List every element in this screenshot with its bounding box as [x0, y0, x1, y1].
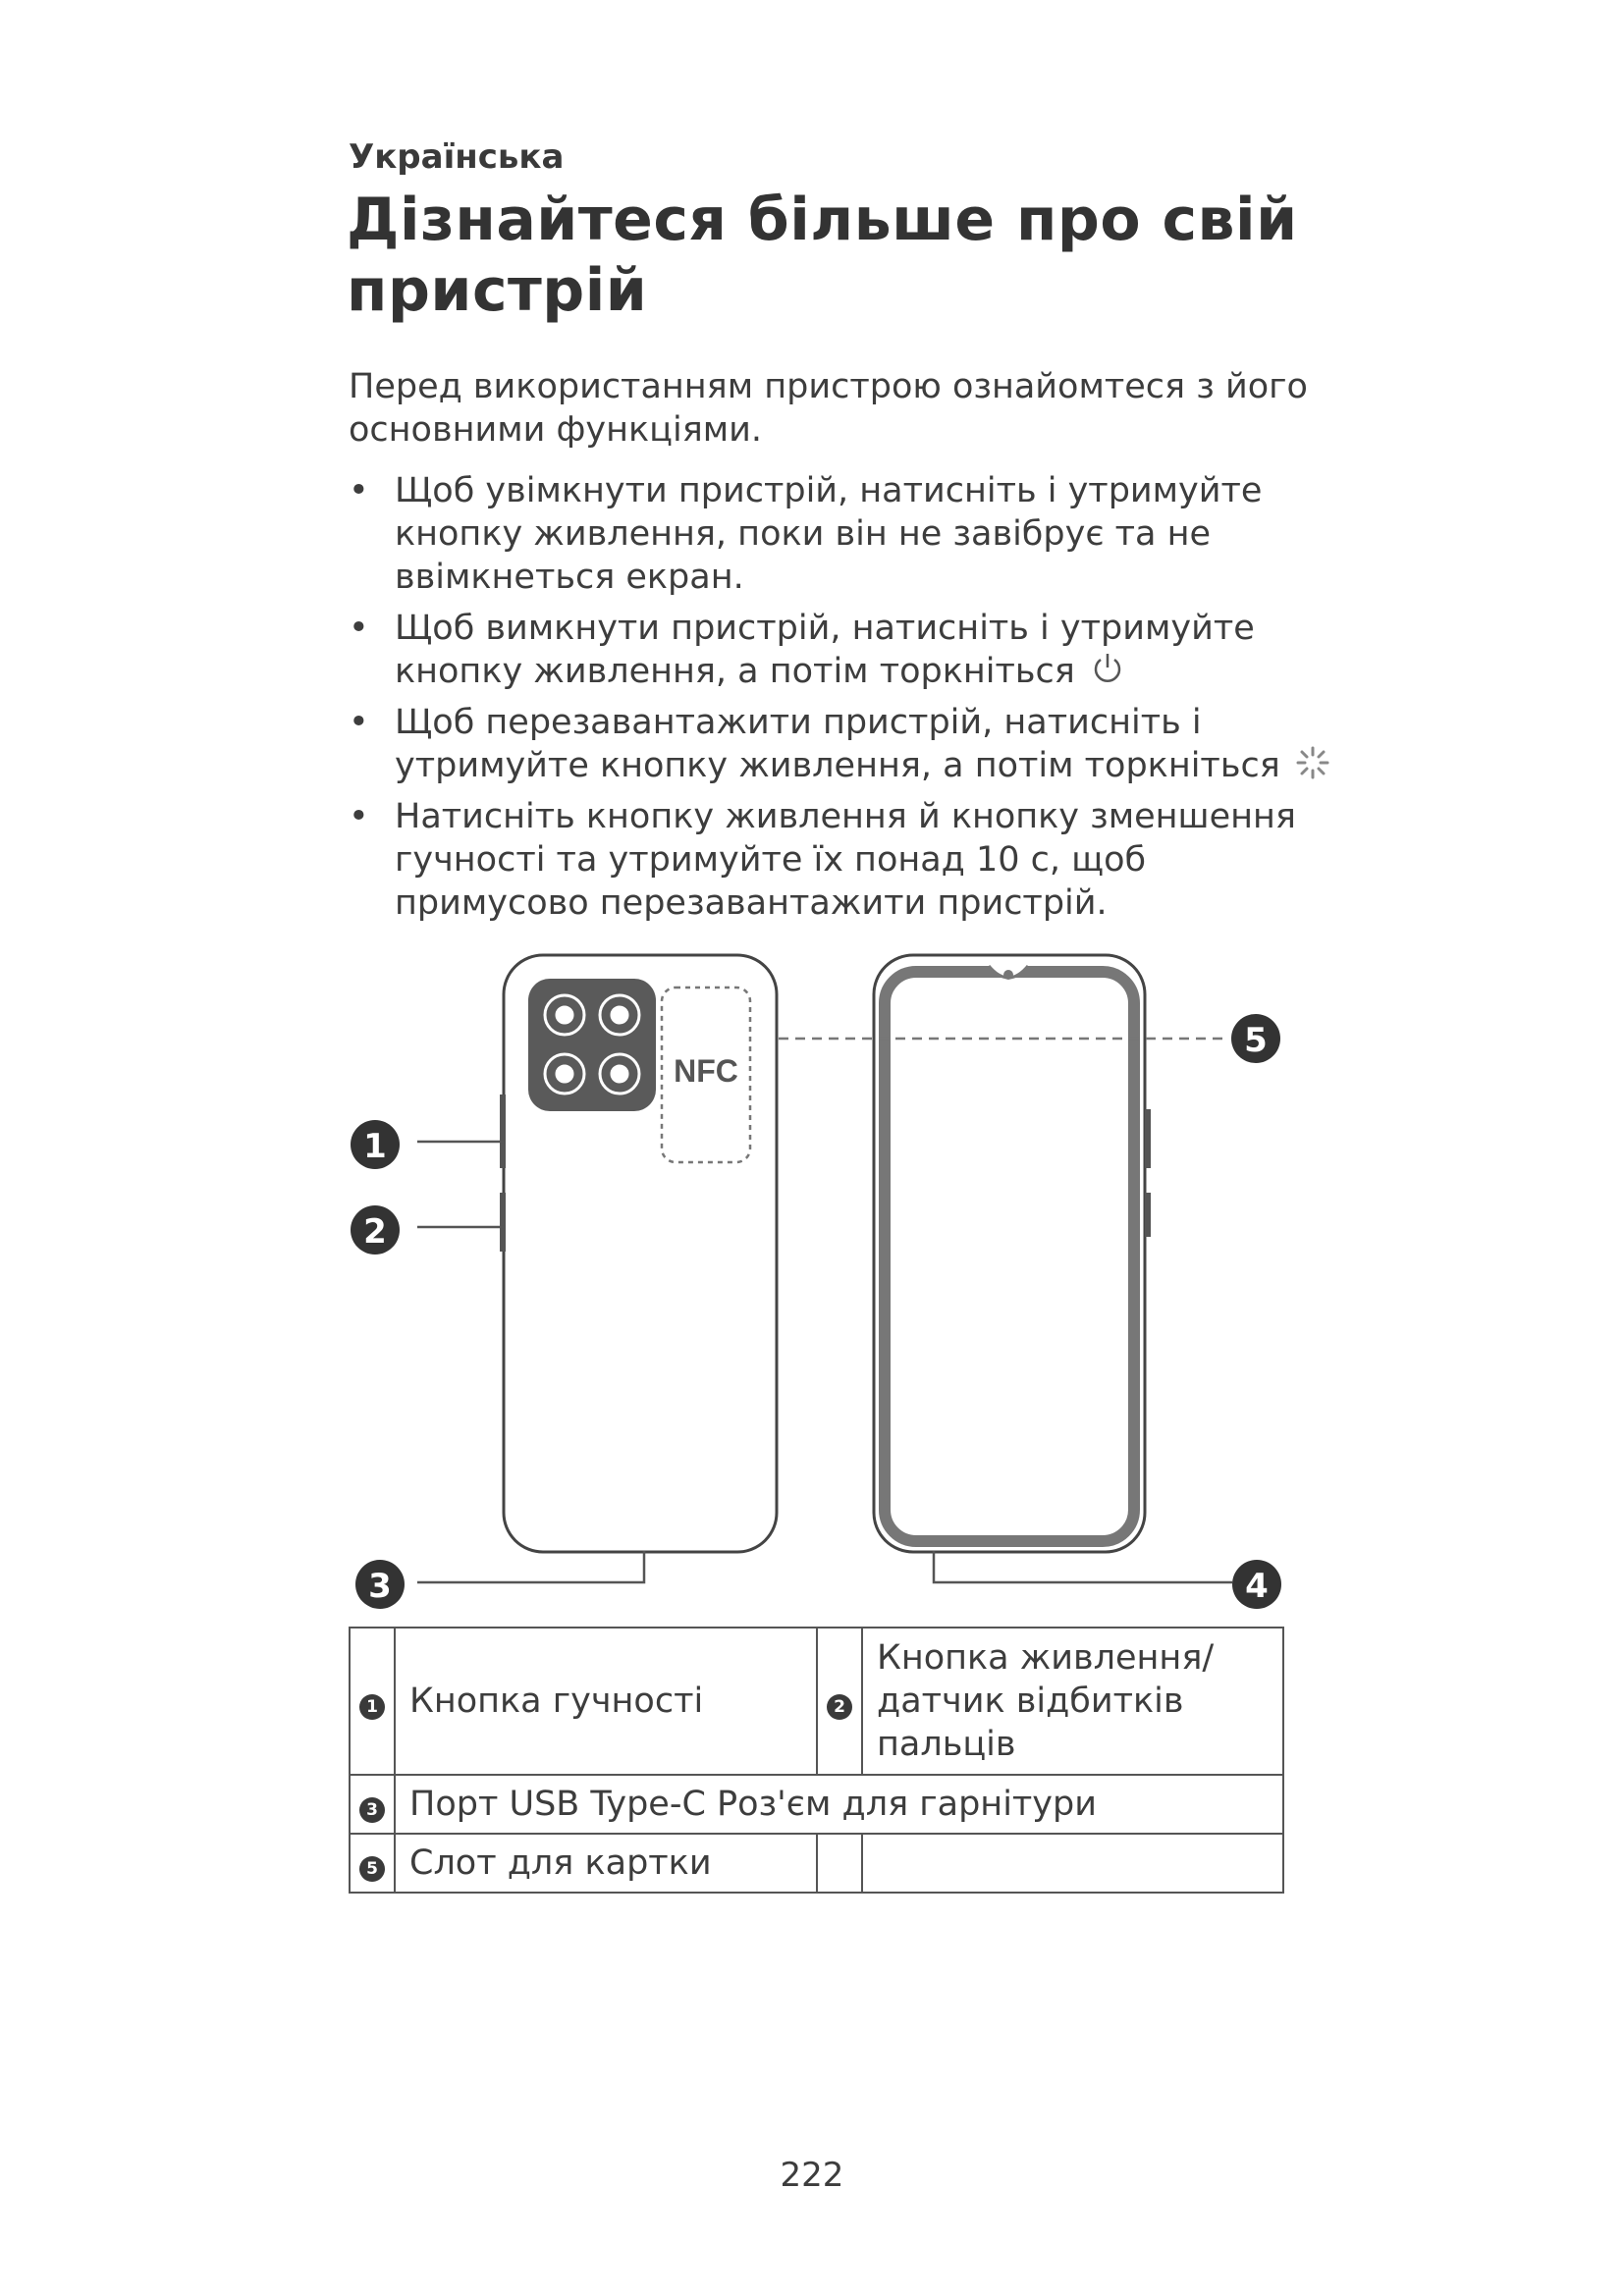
- list-item-text: Щоб вимкнути пристрій, натисніть і утримуйте кнопку живлення, а потім торкніться: [395, 609, 1255, 691]
- table-cell-num: [350, 1628, 395, 1775]
- phone-screen: [885, 972, 1134, 1541]
- instruction-list: [349, 469, 1330, 933]
- callout-4: [1232, 1560, 1281, 1609]
- table-cell-label: Слот для картки: [395, 1834, 817, 1893]
- list-item-text: Натисніть кнопку живлення й кнопку зменшення гучності та утримуйте їх понад 10 с, щоб примусово перезавантажити пристрій.: [395, 797, 1296, 923]
- svg-text:4: 4: [1245, 1567, 1269, 1606]
- power-icon: [1090, 651, 1125, 686]
- page-number: 222: [780, 2156, 844, 2195]
- table-cell-label: Кнопка живлення/ датчик відбитків пальців: [862, 1628, 1283, 1775]
- callout-badge: 1: [359, 1694, 385, 1720]
- language-label: Українська: [349, 137, 565, 177]
- nfc-label: NFC: [674, 1053, 738, 1089]
- restart-icon: [1295, 745, 1330, 780]
- svg-text:2: 2: [363, 1212, 387, 1252]
- table-cell-num: [817, 1628, 862, 1775]
- bullet-dot: •: [349, 703, 369, 742]
- bullet-dot: •: [349, 471, 369, 510]
- callout-badge: 3: [359, 1797, 385, 1823]
- list-item: [349, 607, 1330, 693]
- table-cell-num: [350, 1834, 395, 1893]
- bullet-dot: •: [349, 609, 369, 648]
- callout-2: [351, 1205, 400, 1255]
- callout-badge: 2: [827, 1694, 852, 1720]
- svg-text:3: 3: [368, 1567, 392, 1606]
- page-title: Дізнайтеся більше про свій пристрій: [347, 186, 1298, 325]
- svg-text:5: 5: [1244, 1021, 1268, 1060]
- list-item: [349, 701, 1330, 787]
- table-row: [350, 1628, 1283, 1775]
- list-item-text: Щоб увімкнути пристрій, натисніть і утримуйте кнопку живлення, поки він не завібрує та не ввімкнеться екран.: [395, 471, 1263, 597]
- table-row: [350, 1775, 1283, 1834]
- callout-badge: 5: [359, 1856, 385, 1882]
- callout-1: [351, 1120, 400, 1169]
- device-diagram: [334, 942, 1316, 1620]
- table-cell-label: Кнопка гучності: [395, 1628, 817, 1775]
- callout-3: [355, 1560, 405, 1609]
- table-cell-num: [350, 1775, 395, 1834]
- list-item: [349, 795, 1330, 925]
- callout-5: [1231, 1014, 1280, 1063]
- svg-text:1: 1: [363, 1127, 387, 1166]
- table-row: [350, 1834, 1283, 1893]
- list-item-text: Щоб перезавантажити пристрій, натисніть і утримуйте кнопку живлення, а потім торкніться: [395, 703, 1280, 785]
- parts-table: [349, 1627, 1284, 1894]
- front-camera-icon: [1003, 970, 1013, 980]
- volume-button: [500, 1095, 506, 1168]
- bullet-dot: •: [349, 797, 369, 836]
- list-item: [349, 469, 1330, 599]
- power-button: [500, 1193, 506, 1252]
- intro-paragraph: Перед використанням пристрою ознайомтеся з його основними функціями.: [349, 367, 1308, 450]
- table-cell-label: [862, 1834, 1283, 1893]
- table-cell-num: [817, 1834, 862, 1893]
- table-cell-label: Порт USB Type-C Роз'єм для гарнітури: [395, 1775, 1283, 1834]
- camera-module: [528, 979, 656, 1111]
